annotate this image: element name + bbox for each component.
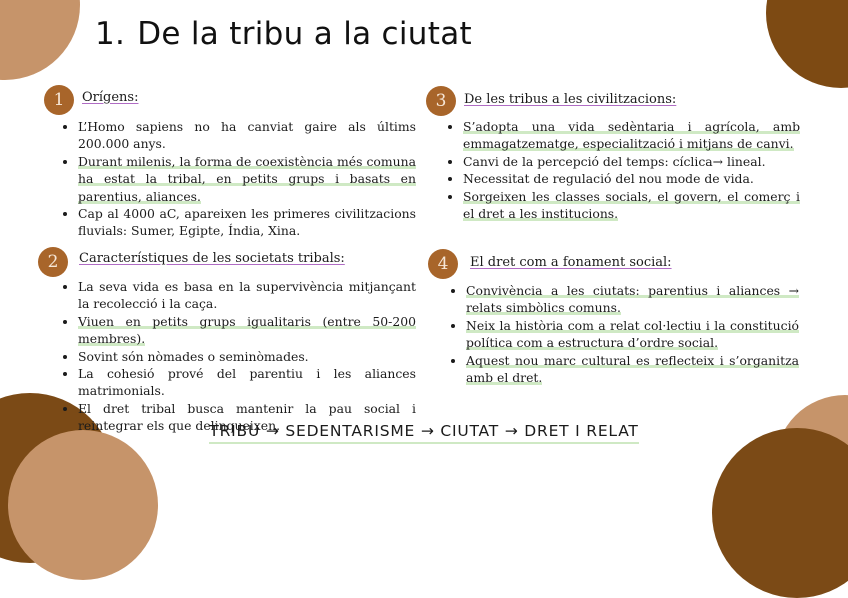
section-3-badge: 3: [426, 86, 456, 116]
list-item: • Viuen en petits grups igualitaris (entre 50-200 membres).: [78, 313, 416, 348]
list-item: • Aquest nou marc cultural es reflecteix i s’organitza amb el dret.: [466, 352, 799, 387]
decor-circle-bottom-right-dark: [712, 428, 848, 598]
page-title-text: De la tribu a la ciutat: [137, 16, 472, 52]
section-3-heading: De les tribus a les civilitzacions:: [464, 92, 677, 107]
list-item: • La cohesió prové del parentiu i les aliances matrimonials.: [78, 365, 416, 400]
page-title-number: 1.: [95, 16, 126, 52]
list-item: • Durant milenis, la forma de coexistència més comuna ha estat la tribal, en petits grups i basats en parentius, aliances.: [78, 153, 416, 205]
footer-summary-text: TRIBU → SEDENTARISME → CIUTAT → DRET I RELAT: [209, 422, 638, 444]
list-item: • Sorgeixen les classes socials, el govern, el comerç i el dret a les institucions.: [463, 188, 800, 223]
section-2-badge: 2: [38, 247, 68, 277]
list-item: • Cap al 4000 aC, apareixen les primeres civilitzacions fluvials: Sumer, Egipte, Índia, Xina.: [78, 205, 416, 240]
page-title: [95, 16, 472, 52]
decor-circle-top-right: [766, 0, 848, 88]
list-item: • Sovint són nòmades o seminòmades.: [78, 348, 416, 365]
section-1-list: [62, 118, 416, 240]
section-4-heading: El dret com a fonament social:: [470, 255, 672, 270]
section-4-badge: 4: [428, 249, 458, 279]
section-1-heading: Orígens:: [82, 90, 139, 105]
section-2-heading: Característiques de les societats tribals:: [79, 251, 345, 266]
decor-circle-top-left: [0, 0, 80, 80]
list-item: • S’adopta una vida sedèntaria i agrícola, amb emmagatzematge, especialització i mitjans de canvi.: [463, 118, 800, 153]
decor-circle-bottom-left-light: [8, 430, 158, 580]
section-3-list: [447, 118, 800, 222]
list-item: • Neix la història com a relat col·lectiu i la constitució política com a estructura d’ordre social.: [466, 317, 799, 352]
section-4-list: [450, 282, 799, 386]
list-item: • El dret tribal busca mantenir la pau social i reintegrar els que delinqueixen.: [78, 400, 416, 435]
list-item: • La seva vida es basa en la supervivència mitjançant la recolecció i la caça.: [78, 278, 416, 313]
section-1-badge: 1: [44, 85, 74, 115]
footer-summary: [0, 422, 848, 444]
list-item: • Necessitat de regulació del nou mode de vida.: [463, 170, 800, 187]
section-2-list: [62, 278, 416, 435]
list-item: • L’Homo sapiens no ha canviat gaire als últims 200.000 anys.: [78, 118, 416, 153]
list-item: • Canvi de la percepció del temps: cíclica→ lineal.: [463, 153, 800, 170]
list-item: • Convivència a les ciutats: parentius i aliances → relats simbòlics comuns.: [466, 282, 799, 317]
